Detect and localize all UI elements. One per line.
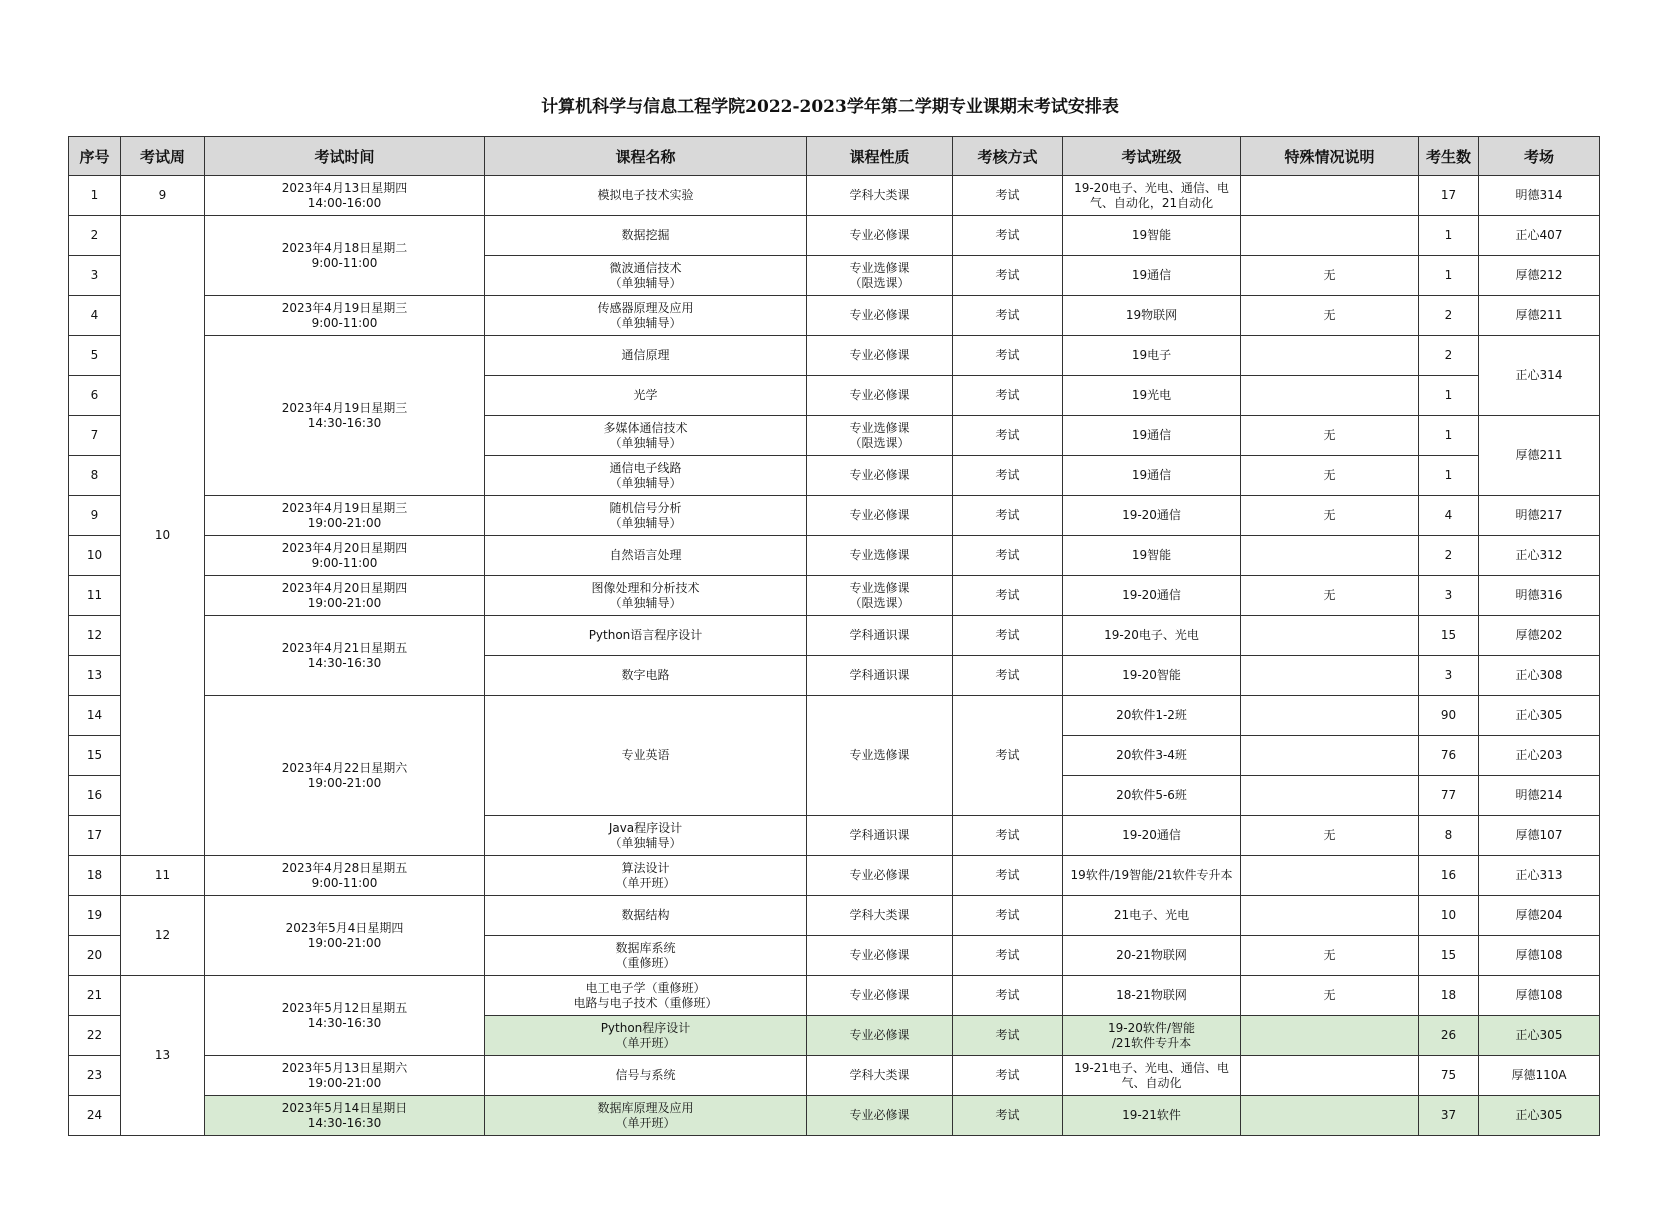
cell-type: 学科大类课 <box>807 176 953 216</box>
table-row <box>69 696 1600 736</box>
cell-type: 专业必修课 <box>807 936 953 976</box>
cell-course: 微波通信技术 （单独辅导） <box>485 256 807 296</box>
cell-class: 19-21电子、光电、通信、电气、自动化 <box>1063 1056 1241 1096</box>
cell-note: 无 <box>1241 256 1419 296</box>
cell-method: 考试 <box>953 1096 1063 1136</box>
cell-method: 考试 <box>953 656 1063 696</box>
cell-no: 13 <box>69 656 121 696</box>
cell-no: 17 <box>69 816 121 856</box>
cell-note: 无 <box>1241 416 1419 456</box>
cell-note <box>1241 616 1419 656</box>
cell-no: 14 <box>69 696 121 736</box>
cell-class: 20软件5-6班 <box>1063 776 1241 816</box>
cell-count: 2 <box>1419 336 1479 376</box>
cell-room: 厚德211 <box>1479 296 1600 336</box>
cell-count: 17 <box>1419 176 1479 216</box>
cell-note: 无 <box>1241 816 1419 856</box>
cell-note <box>1241 376 1419 416</box>
cell-room: 正心305 <box>1479 1016 1600 1056</box>
cell-room: 厚德107 <box>1479 816 1600 856</box>
cell-class: 19物联网 <box>1063 296 1241 336</box>
cell-course: 模拟电子技术实验 <box>485 176 807 216</box>
cell-count: 1 <box>1419 376 1479 416</box>
cell-method: 考试 <box>953 296 1063 336</box>
cell-class: 19-20智能 <box>1063 656 1241 696</box>
cell-no: 7 <box>69 416 121 456</box>
cell-time: 2023年4月13日星期四 14:00-16:00 <box>205 176 485 216</box>
cell-class: 19电子 <box>1063 336 1241 376</box>
cell-count: 3 <box>1419 576 1479 616</box>
cell-method: 考试 <box>953 376 1063 416</box>
cell-note <box>1241 856 1419 896</box>
cell-room: 厚德108 <box>1479 936 1600 976</box>
cell-count: 10 <box>1419 896 1479 936</box>
cell-method: 考试 <box>953 216 1063 256</box>
cell-type: 专业必修课 <box>807 296 953 336</box>
cell-method: 考试 <box>953 976 1063 1016</box>
cell-count: 90 <box>1419 696 1479 736</box>
table-row <box>69 1096 1600 1136</box>
cell-course: 光学 <box>485 376 807 416</box>
cell-course: 随机信号分析 （单独辅导） <box>485 496 807 536</box>
table-row <box>69 176 1600 216</box>
page-title: 计算机科学与信息工程学院2022-2023学年第二学期专业课期末考试安排表 <box>541 97 1119 117</box>
cell-note <box>1241 776 1419 816</box>
cell-course: Python程序设计 （单开班） <box>485 1016 807 1056</box>
cell-class: 18-21物联网 <box>1063 976 1241 1016</box>
cell-method: 考试 <box>953 456 1063 496</box>
cell-note <box>1241 336 1419 376</box>
cell-type: 专业选修课 <box>807 696 953 816</box>
cell-room: 正心313 <box>1479 856 1600 896</box>
cell-course: 数据挖掘 <box>485 216 807 256</box>
cell-time: 2023年4月28日星期五 9:00-11:00 <box>205 856 485 896</box>
cell-no: 22 <box>69 1016 121 1056</box>
column-header: 考场 <box>1479 137 1600 176</box>
cell-class: 20软件3-4班 <box>1063 736 1241 776</box>
cell-course: Python语言程序设计 <box>485 616 807 656</box>
cell-room: 明德217 <box>1479 496 1600 536</box>
column-header: 特殊情况说明 <box>1241 137 1419 176</box>
cell-no: 19 <box>69 896 121 936</box>
cell-count: 1 <box>1419 216 1479 256</box>
cell-type: 学科大类课 <box>807 1056 953 1096</box>
cell-no: 2 <box>69 216 121 256</box>
cell-no: 10 <box>69 536 121 576</box>
cell-note: 无 <box>1241 456 1419 496</box>
cell-time: 2023年4月20日星期四 19:00-21:00 <box>205 576 485 616</box>
cell-method: 考试 <box>953 536 1063 576</box>
cell-course: Java程序设计 （单独辅导） <box>485 816 807 856</box>
cell-class: 19-20通信 <box>1063 576 1241 616</box>
cell-time: 2023年5月14日星期日 14:30-16:30 <box>205 1096 485 1136</box>
cell-no: 15 <box>69 736 121 776</box>
cell-course: 数据库原理及应用 （单开班） <box>485 1096 807 1136</box>
cell-time: 2023年5月4日星期四 19:00-21:00 <box>205 896 485 976</box>
cell-method: 考试 <box>953 1056 1063 1096</box>
cell-method: 考试 <box>953 176 1063 216</box>
cell-count: 1 <box>1419 456 1479 496</box>
cell-note <box>1241 1056 1419 1096</box>
cell-method: 考试 <box>953 336 1063 376</box>
cell-room: 厚德212 <box>1479 256 1600 296</box>
cell-type: 专业必修课 <box>807 456 953 496</box>
column-header: 课程性质 <box>807 137 953 176</box>
cell-class: 19-21软件 <box>1063 1096 1241 1136</box>
cell-room: 正心314 <box>1479 336 1600 416</box>
cell-count: 2 <box>1419 296 1479 336</box>
cell-no: 12 <box>69 616 121 656</box>
table-row <box>69 976 1600 1016</box>
cell-course: 传感器原理及应用 （单独辅导） <box>485 296 807 336</box>
table-row <box>69 1056 1600 1096</box>
cell-note <box>1241 176 1419 216</box>
table-row <box>69 496 1600 536</box>
cell-no: 21 <box>69 976 121 1016</box>
cell-room: 明德214 <box>1479 776 1600 816</box>
column-header: 考试班级 <box>1063 137 1241 176</box>
cell-type: 专业必修课 <box>807 496 953 536</box>
cell-class: 19通信 <box>1063 256 1241 296</box>
cell-note <box>1241 1016 1419 1056</box>
cell-type: 专业选修课 （限选课） <box>807 256 953 296</box>
cell-count: 15 <box>1419 616 1479 656</box>
table-row <box>69 536 1600 576</box>
cell-class: 19-20电子、光电、通信、电气、自动化，21自动化 <box>1063 176 1241 216</box>
cell-room: 正心203 <box>1479 736 1600 776</box>
column-header: 序号 <box>69 137 121 176</box>
cell-type: 学科通识课 <box>807 616 953 656</box>
cell-no: 9 <box>69 496 121 536</box>
cell-course: 通信电子线路 （单独辅导） <box>485 456 807 496</box>
cell-method: 考试 <box>953 616 1063 656</box>
column-header: 考核方式 <box>953 137 1063 176</box>
cell-note <box>1241 736 1419 776</box>
column-header: 考生数 <box>1419 137 1479 176</box>
cell-room: 正心305 <box>1479 696 1600 736</box>
cell-method: 考试 <box>953 256 1063 296</box>
exam-schedule-table <box>68 136 1600 1136</box>
cell-class: 20-21物联网 <box>1063 936 1241 976</box>
cell-room: 厚德110A <box>1479 1056 1600 1096</box>
header-row <box>69 137 1600 176</box>
cell-count: 8 <box>1419 816 1479 856</box>
cell-note: 无 <box>1241 296 1419 336</box>
cell-type: 学科通识课 <box>807 656 953 696</box>
cell-course: 算法设计 （单开班） <box>485 856 807 896</box>
table-row <box>69 336 1600 376</box>
cell-class: 19通信 <box>1063 416 1241 456</box>
cell-course: 数据结构 <box>485 896 807 936</box>
cell-room: 正心308 <box>1479 656 1600 696</box>
cell-method: 考试 <box>953 496 1063 536</box>
cell-type: 专业必修课 <box>807 376 953 416</box>
cell-course: 多媒体通信技术 （单独辅导） <box>485 416 807 456</box>
cell-course: 信号与系统 <box>485 1056 807 1096</box>
cell-room: 厚德108 <box>1479 976 1600 1016</box>
cell-count: 15 <box>1419 936 1479 976</box>
table-row <box>69 576 1600 616</box>
cell-class: 19-20电子、光电 <box>1063 616 1241 656</box>
cell-no: 23 <box>69 1056 121 1096</box>
cell-time: 2023年5月12日星期五 14:30-16:30 <box>205 976 485 1056</box>
cell-no: 11 <box>69 576 121 616</box>
cell-class: 19智能 <box>1063 216 1241 256</box>
cell-method: 考试 <box>953 576 1063 616</box>
column-header: 考试周 <box>121 137 205 176</box>
cell-type: 专业必修课 <box>807 1016 953 1056</box>
cell-time: 2023年4月19日星期三 9:00-11:00 <box>205 296 485 336</box>
cell-method: 考试 <box>953 816 1063 856</box>
cell-count: 76 <box>1419 736 1479 776</box>
cell-type: 专业选修课 （限选课） <box>807 416 953 456</box>
cell-note: 无 <box>1241 496 1419 536</box>
cell-method: 考试 <box>953 896 1063 936</box>
table-row <box>69 616 1600 656</box>
cell-week: 11 <box>121 856 205 896</box>
cell-time: 2023年4月18日星期二 9:00-11:00 <box>205 216 485 296</box>
column-header: 课程名称 <box>485 137 807 176</box>
cell-time: 2023年4月20日星期四 9:00-11:00 <box>205 536 485 576</box>
cell-course: 数据库系统 （重修班） <box>485 936 807 976</box>
cell-count: 18 <box>1419 976 1479 1016</box>
cell-method: 考试 <box>953 696 1063 816</box>
cell-type: 专业必修课 <box>807 856 953 896</box>
table-row <box>69 856 1600 896</box>
cell-count: 75 <box>1419 1056 1479 1096</box>
cell-course: 专业英语 <box>485 696 807 816</box>
cell-class: 19-20软件/智能 /21软件专升本 <box>1063 1016 1241 1056</box>
table-row <box>69 216 1600 256</box>
table-row <box>69 296 1600 336</box>
cell-type: 专业必修课 <box>807 336 953 376</box>
cell-class: 19光电 <box>1063 376 1241 416</box>
cell-course: 数字电路 <box>485 656 807 696</box>
cell-room: 明德314 <box>1479 176 1600 216</box>
cell-week: 9 <box>121 176 205 216</box>
table-row <box>69 896 1600 936</box>
cell-note <box>1241 656 1419 696</box>
cell-note <box>1241 696 1419 736</box>
cell-count: 77 <box>1419 776 1479 816</box>
cell-no: 18 <box>69 856 121 896</box>
cell-week: 13 <box>121 976 205 1136</box>
cell-count: 4 <box>1419 496 1479 536</box>
cell-note: 无 <box>1241 936 1419 976</box>
cell-class: 21电子、光电 <box>1063 896 1241 936</box>
cell-class: 19-20通信 <box>1063 496 1241 536</box>
cell-time: 2023年4月21日星期五 14:30-16:30 <box>205 616 485 696</box>
cell-no: 24 <box>69 1096 121 1136</box>
cell-room: 厚德202 <box>1479 616 1600 656</box>
cell-count: 37 <box>1419 1096 1479 1136</box>
cell-note: 无 <box>1241 976 1419 1016</box>
cell-note: 无 <box>1241 576 1419 616</box>
cell-type: 学科通识课 <box>807 816 953 856</box>
cell-room: 正心305 <box>1479 1096 1600 1136</box>
cell-time: 2023年4月19日星期三 14:30-16:30 <box>205 336 485 496</box>
cell-week: 10 <box>121 216 205 856</box>
cell-method: 考试 <box>953 1016 1063 1056</box>
cell-no: 6 <box>69 376 121 416</box>
cell-class: 19-20通信 <box>1063 816 1241 856</box>
cell-room: 明德316 <box>1479 576 1600 616</box>
cell-count: 16 <box>1419 856 1479 896</box>
cell-time: 2023年4月22日星期六 19:00-21:00 <box>205 696 485 856</box>
cell-type: 专业选修课 （限选课） <box>807 576 953 616</box>
cell-no: 16 <box>69 776 121 816</box>
cell-no: 5 <box>69 336 121 376</box>
cell-week: 12 <box>121 896 205 976</box>
cell-count: 3 <box>1419 656 1479 696</box>
cell-method: 考试 <box>953 856 1063 896</box>
cell-course: 图像处理和分析技术 （单独辅导） <box>485 576 807 616</box>
cell-count: 26 <box>1419 1016 1479 1056</box>
cell-note <box>1241 896 1419 936</box>
cell-room: 厚德204 <box>1479 896 1600 936</box>
cell-note <box>1241 1096 1419 1136</box>
cell-no: 1 <box>69 176 121 216</box>
cell-room: 正心407 <box>1479 216 1600 256</box>
cell-type: 学科大类课 <box>807 896 953 936</box>
cell-type: 专业必修课 <box>807 216 953 256</box>
cell-type: 专业选修课 <box>807 536 953 576</box>
cell-course: 自然语言处理 <box>485 536 807 576</box>
cell-class: 19智能 <box>1063 536 1241 576</box>
column-header: 考试时间 <box>205 137 485 176</box>
cell-class: 20软件1-2班 <box>1063 696 1241 736</box>
cell-type: 专业必修课 <box>807 1096 953 1136</box>
cell-method: 考试 <box>953 936 1063 976</box>
cell-no: 3 <box>69 256 121 296</box>
cell-time: 2023年4月19日星期三 19:00-21:00 <box>205 496 485 536</box>
cell-course: 通信原理 <box>485 336 807 376</box>
cell-no: 8 <box>69 456 121 496</box>
cell-type: 专业必修课 <box>807 976 953 1016</box>
cell-time: 2023年5月13日星期六 19:00-21:00 <box>205 1056 485 1096</box>
cell-class: 19通信 <box>1063 456 1241 496</box>
cell-room: 厚德211 <box>1479 416 1600 496</box>
cell-no: 20 <box>69 936 121 976</box>
cell-count: 2 <box>1419 536 1479 576</box>
cell-note <box>1241 536 1419 576</box>
cell-class: 19软件/19智能/21软件专升本 <box>1063 856 1241 896</box>
cell-course: 电工电子学（重修班） 电路与电子技术（重修班） <box>485 976 807 1016</box>
cell-no: 4 <box>69 296 121 336</box>
cell-room: 正心312 <box>1479 536 1600 576</box>
cell-count: 1 <box>1419 416 1479 456</box>
cell-note <box>1241 216 1419 256</box>
cell-method: 考试 <box>953 416 1063 456</box>
cell-count: 1 <box>1419 256 1479 296</box>
